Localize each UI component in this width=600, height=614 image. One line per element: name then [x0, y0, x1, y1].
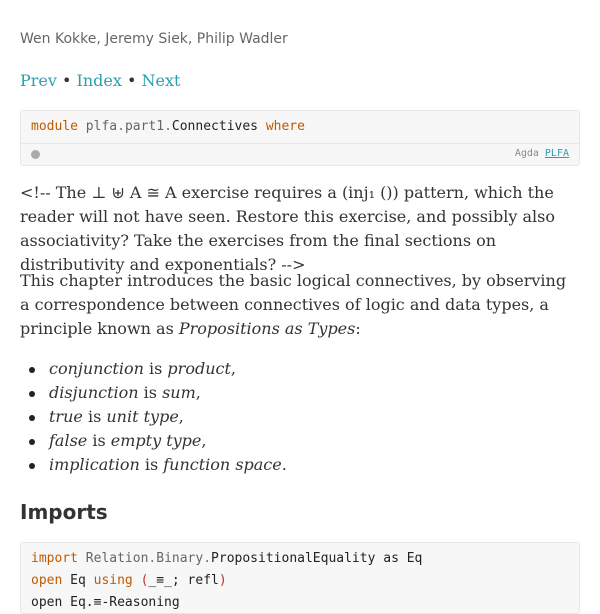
status-dot-icon [31, 150, 40, 159]
is-word: is [138, 383, 163, 402]
index-link[interactable]: Index [76, 71, 122, 90]
list-item [20, 357, 287, 381]
is-word: is [143, 359, 168, 378]
imports-heading: Imports [20, 500, 108, 524]
path-dot: . [117, 119, 125, 134]
code-line-1 [31, 551, 422, 566]
bullet-icon [29, 439, 35, 445]
module-path-prefix[interactable]: plfa [85, 119, 118, 134]
punct: , [178, 407, 184, 426]
prev-link[interactable]: Prev [20, 71, 57, 90]
using-items[interactable]: _≡_; refl [148, 573, 219, 588]
list-item [20, 429, 287, 453]
punct: , [230, 359, 236, 378]
bullet-icon [29, 391, 35, 397]
list-item [20, 453, 287, 477]
keyword-using: using [93, 573, 133, 588]
punct: . [281, 455, 287, 474]
module-path-binary[interactable]: Binary [156, 551, 204, 566]
keyword-open: open [31, 573, 63, 588]
bullet-icon [29, 415, 35, 421]
keyword-module: module [31, 119, 78, 134]
type-term: unit type [106, 407, 179, 426]
comment-paragraph: <!-- The ⊥ ⊎ A ≅ A exercise requires a (inj₁ ()) pattern, which the reader will not have seen. Restore this exercise, and possibly also associativity? Take the exercises from the final sections on distributivity and exponentials? --> [20, 183, 555, 274]
list-item [20, 405, 287, 429]
logic-term: true [49, 407, 83, 426]
propositions-as-types: Propositions as Types [178, 319, 356, 338]
keyword-import: import [31, 551, 78, 566]
correspondence-list [20, 357, 287, 477]
module-path-relation[interactable]: Relation [85, 551, 149, 566]
right-paren: ) [218, 573, 227, 588]
code-footer-divider [21, 143, 579, 144]
logic-term: false [49, 431, 88, 450]
type-term: function space [163, 455, 282, 474]
module-path-mid[interactable]: part1 [124, 119, 165, 134]
punct: , [195, 383, 201, 402]
code-footer-labels [515, 148, 569, 159]
language-label: Agda [514, 148, 539, 159]
type-term: sum [162, 383, 196, 402]
code-line-2 [31, 573, 227, 588]
keyword-where: where [265, 119, 305, 134]
imports-code-block [20, 542, 580, 614]
next-link[interactable]: Next [141, 71, 181, 90]
alias-eq[interactable]: Eq [406, 551, 423, 566]
module-name[interactable]: Connectives [171, 119, 258, 134]
code-line-3 [31, 595, 180, 610]
logic-term: conjunction [49, 359, 144, 378]
module-name-propeq[interactable]: PropositionalEquality [211, 551, 376, 566]
list-item [20, 381, 287, 405]
as-keyword: as [375, 551, 407, 566]
is-word: is [82, 407, 107, 426]
logic-term: implication [49, 455, 140, 474]
path-dot: . [203, 551, 212, 566]
nav-separator: • [127, 71, 137, 90]
is-word: is [139, 455, 164, 474]
logic-term: disjunction [49, 383, 139, 402]
chapter-nav [20, 71, 180, 90]
module-eq[interactable]: Eq [62, 573, 94, 588]
nav-separator: • [62, 71, 72, 90]
code-line-3-text: open Eq.≡-Reasoning [31, 595, 180, 610]
module-declaration [31, 119, 305, 134]
left-paren: ( [140, 573, 149, 588]
authors-line: Wen Kokke, Jeremy Siek, Philip Wadler [20, 31, 288, 47]
bullet-icon [29, 367, 35, 373]
plfa-link[interactable]: PLFA [544, 148, 569, 159]
punct: , [201, 431, 207, 450]
module-code-block [20, 110, 580, 166]
path-dot: . [164, 119, 172, 134]
intro-text-end: : [355, 319, 361, 338]
bullet-icon [29, 463, 35, 469]
intro-text: This chapter introduces the basic logical connectives, by observing a correspondence between connectives of logic and data types, a principle known as [20, 271, 567, 338]
is-word: is [87, 431, 111, 450]
type-term: product [167, 359, 231, 378]
intro-paragraph [20, 269, 580, 341]
path-dot: . [148, 551, 157, 566]
type-term: empty type [110, 431, 202, 450]
